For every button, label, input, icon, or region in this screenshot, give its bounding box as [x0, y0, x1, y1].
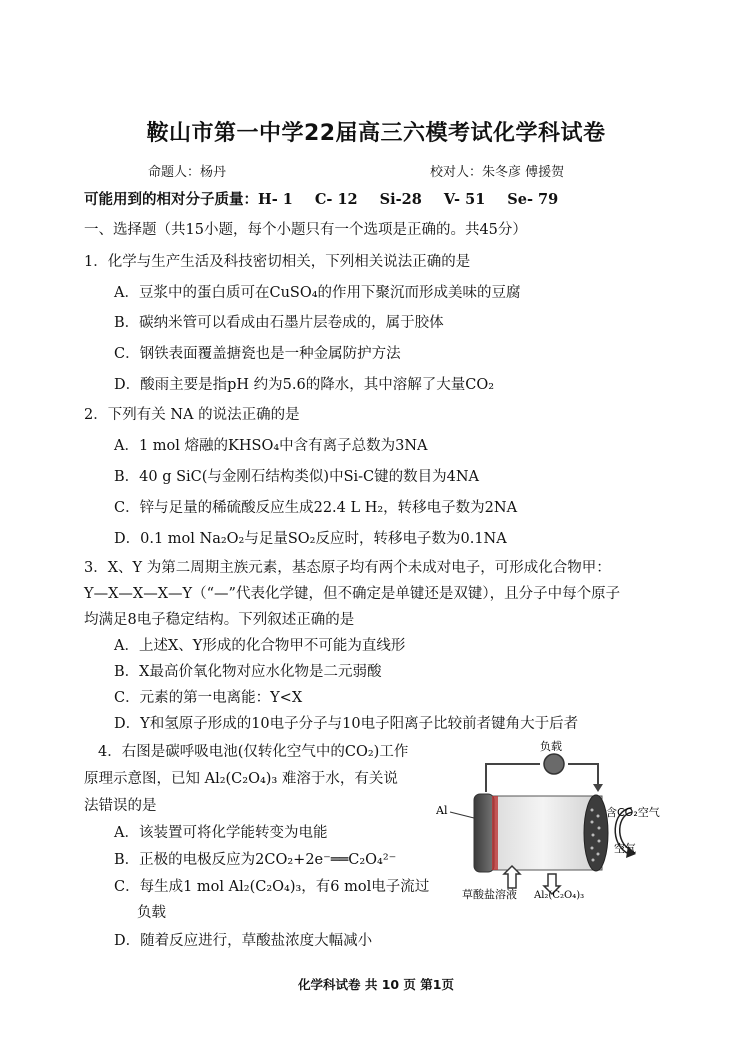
q4-line-2: 原理示意图，已知 Al₂(C₂O₄)₃ 难溶于水，有关说 [84, 771, 398, 787]
q2-option-d: D．0.1 mol Na₂O₂与足量SO₂反应时，转移电子数为0.1NA [114, 531, 507, 547]
molar-mass-label: 可能用到的相对分子质量： [84, 192, 258, 208]
q4-option-a: A．该装置可将化学能转变为电能 [114, 825, 328, 841]
q3-option-b: B．X最高价氧化物对应水化物是二元弱酸 [114, 664, 382, 680]
mass-v: V- 51 [443, 191, 486, 208]
q4-option-c: C．每生成1 mol Al₂(C₂O₄)₃，有6 mol电子流过 [114, 879, 430, 895]
q1-option-d: D．酸雨主要是指pH 约为5.6的降水，其中溶解了大量CO₂ [114, 377, 495, 393]
molar-mass-line [84, 188, 580, 209]
load-symbol [544, 754, 564, 774]
label-air: 空气 [614, 842, 636, 855]
q1-option-a: A．豆浆中的蛋白质可在CuSO₄的作用下聚沉而形成美味的豆腐 [114, 285, 521, 301]
mass-c: C- 12 [314, 191, 358, 208]
proposer: 命题人：杨丹 [148, 165, 227, 180]
anode-layer [492, 796, 498, 870]
cathode-disc [584, 795, 608, 871]
page-footer: 化学科试卷 共 10 页 第1页 [297, 977, 454, 992]
q3-option-d: D．Y和氢原子形成的10电子分子与10电子阳离子比较前者键角大于后者 [114, 716, 579, 732]
q1-option-c: C．钢铁表面覆盖搪瓷也是一种金属防护方法 [114, 346, 401, 362]
q4-line-3: 法错误的是 [84, 798, 157, 814]
q4-line-1: 4．右图是碳呼吸电池(仅转化空气中的CO₂)工作 [98, 744, 409, 760]
checker: 校对人：朱冬彦 傅援贺 [430, 165, 565, 180]
label-co2-air: 含CO₂空气 [606, 806, 660, 819]
mass-si: Si-28 [379, 191, 422, 208]
wire-left [486, 764, 540, 792]
label-al: Al [436, 804, 448, 817]
q2-option-b: B．40 g SiC(与金刚石结构类似)中Si-C键的数目为4NA [114, 469, 480, 485]
current-arrow [593, 784, 603, 792]
q1-stem: 1．化学与生产生活及科技密切相关，下列相关说法正确的是 [84, 254, 471, 270]
q3-line-3: 均满足8电子稳定结构。下列叙述正确的是 [84, 612, 355, 628]
q4-option-d: D．随着反应进行，草酸盐浓度大幅减小 [114, 933, 373, 949]
q2-option-c: C．锌与足量的稀硫酸反应生成22.4 L H₂，转移电子数为2NA [114, 500, 518, 516]
q4-option-c-cont: 负载 [137, 905, 166, 921]
q3-line-2: Y—X—X—X—Y（“—”代表化学键，但不确定是单键还是双键），且分子中每个原子 [84, 586, 621, 602]
page-title: 鞍山市第一中学22届高三六模考试化学科试卷 [146, 121, 606, 146]
mass-h: H- 1 [258, 191, 293, 208]
aluminium-electrode [474, 794, 494, 872]
carbon-breathing-battery-diagram [436, 740, 672, 900]
q3-option-a: A．上述X、Y形成的化合物甲不可能为直线形 [114, 638, 406, 654]
label-oxalate-solution: 草酸盐溶液 [462, 888, 517, 900]
section-heading: 一、选择题（共15小题，每个小题只有一个选项是正确的。共45分） [84, 222, 527, 238]
mass-se: Se- 79 [507, 191, 559, 208]
q2-stem: 2．下列有关 NA 的说法正确的是 [84, 407, 300, 423]
q4-option-b: B．正极的电极反应为2CO₂+2e⁻══C₂O₄²⁻ [114, 852, 397, 868]
label-load: 负载 [540, 740, 562, 753]
q3-option-c: C．元素的第一电离能：Y<X [114, 690, 303, 706]
label-product: Al₂(C₂O₄)₃ [534, 890, 585, 900]
q3-line-1: 3．X、Y 为第二周期主族元素，基态原子均有两个未成对电子，可形成化合物甲： [84, 560, 611, 576]
q1-option-b: B．碳纳米管可以看成由石墨片层卷成的，属于胶体 [114, 315, 444, 331]
q2-option-a: A．1 mol 熔融的KHSO₄中含有离子总数为3NA [114, 438, 428, 454]
